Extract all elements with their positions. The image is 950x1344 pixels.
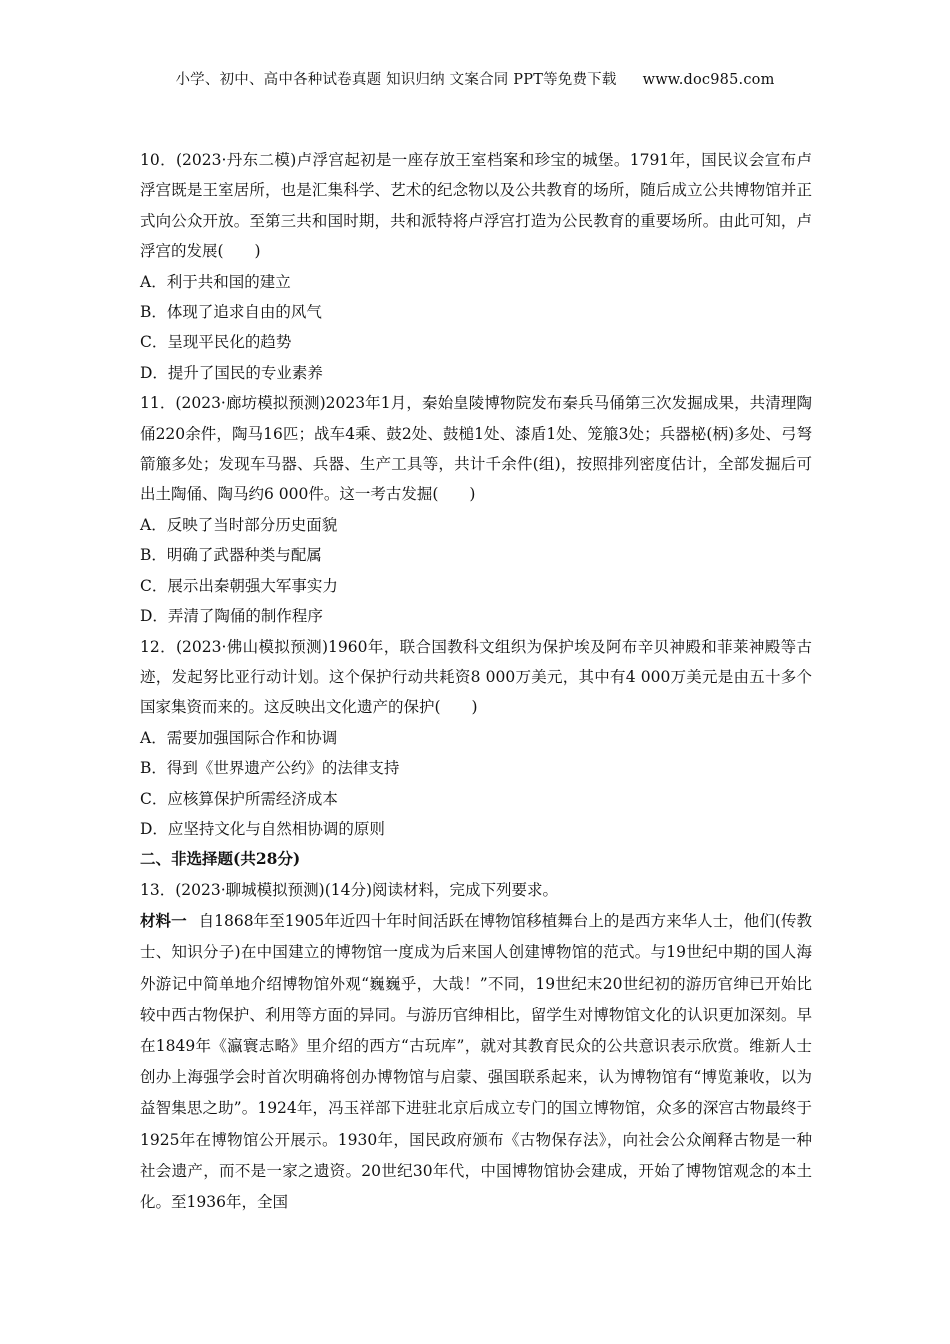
header-url[interactable]: www.doc985.com xyxy=(642,72,775,88)
option-c: C．应核算保护所需经济成本 xyxy=(140,789,338,808)
option-b: B．得到《世界遗产公约》的法律支持 xyxy=(140,759,400,778)
page-header xyxy=(0,68,950,89)
option-a: A．需要加强国际合作和协调 xyxy=(140,728,338,747)
option-b: B．明确了武器种类与配属 xyxy=(140,546,322,565)
option-d: D．应坚持文化与自然相协调的原则 xyxy=(140,819,385,838)
question-11 xyxy=(140,388,812,631)
document-body xyxy=(140,145,812,1218)
header-text: 小学、初中、高中各种试卷真题 知识归纳 文案合同 PPT等免费下载 xyxy=(175,72,617,88)
material-label: 材料一 xyxy=(140,911,187,931)
question-stem: 11．(2023·廊坊模拟预测)2023年1月，秦始皇陵博物院发布秦兵马俑第三次发掘成果，共清理陶俑220余件，陶马16匹；战车4乘、鼓2处、鼓槌1处、漆盾1处、笼箙3处；兵器柲(柄)多处、弓弩箭箙多处；发现车马器、兵器、生产工具等，共计千余件(组)，按照排列密度估计，全部发掘后可出土陶俑、陶马约6 000件。这一考古发掘( ) xyxy=(140,394,812,504)
option-d: D．弄清了陶俑的制作程序 xyxy=(140,607,323,626)
option-c: C．呈现平民化的趋势 xyxy=(140,333,292,352)
material-one xyxy=(140,905,812,1218)
option-d: D．提升了国民的专业素养 xyxy=(140,363,323,382)
question-stem: 10．(2023·丹东二模)卢浮宫起初是一座存放王室档案和珍宝的城堡。1791年，国民议会宣布卢浮宫既是王室居所，也是汇集科学、艺术的纪念物以及公共教育的场所，随后成立公共博物馆并正式向公众开放。至第三共和国时期，共和派特将卢浮宫打造为公民教育的重要场所。由此可知，卢浮宫的发展( ) xyxy=(140,151,812,261)
question-10 xyxy=(140,145,812,388)
option-c: C．展示出秦朝强大军事实力 xyxy=(140,576,338,595)
section-title: 二、非选择题(共28分) xyxy=(140,849,301,869)
option-a: A．反映了当时部分历史面貌 xyxy=(140,515,338,534)
material-text: 自1868年至1905年近四十年时间活跃在博物馆移植舞台上的是西方来华人士，他们(传教士、知识分子)在中国建立的博物馆一度成为后来国人创建博物馆的范式。与19世纪中期的国人海外游记中简单地介绍博物馆外观“巍巍乎，大哉！”不同，19世纪末20世纪初的游历官绅已开始比较中西古物保护、利用等方面的异同。与游历官绅相比，留学生对博物馆文化的认识更加深刻。早在1849年《瀛寰志略》里介绍的西方“古玩库”，就对其教育民众的公共意识表示欣赏。维新人士创办上海强学会时首次明确将创办博物馆与启蒙、强国联系起来，认为博物馆有“博览兼收，以为益智集思之助”。1924年，冯玉祥部下进驻北京后成立专门的国立博物馆，众多的深宫古物最终于1925年在博物馆公开展示。1930年，国民政府颁布《古物保存法》，向社会公众阐释古物是一种社会遗产，而不是一家之遗资。20世纪30年代，中国博物馆协会建成，开始了博物馆观念的本土化。至1936年，全国 xyxy=(140,912,812,1211)
question-13-stem: 13．(2023·聊城模拟预测)(14分)阅读材料，完成下列要求。 xyxy=(140,880,559,899)
question-12 xyxy=(140,632,812,845)
question-stem: 12．(2023·佛山模拟预测)1960年，联合国教科文组织为保护埃及阿布辛贝神殿和菲莱神殿等古迹，发起努比亚行动计划。这个保护行动共耗资8 000万美元，其中有4 000万美元是由五十多个国家集资而来的。这反映出文化遗产的保护( ) xyxy=(140,637,812,717)
option-b: B．体现了追求自由的风气 xyxy=(140,303,322,322)
option-a: A．利于共和国的建立 xyxy=(140,272,291,291)
